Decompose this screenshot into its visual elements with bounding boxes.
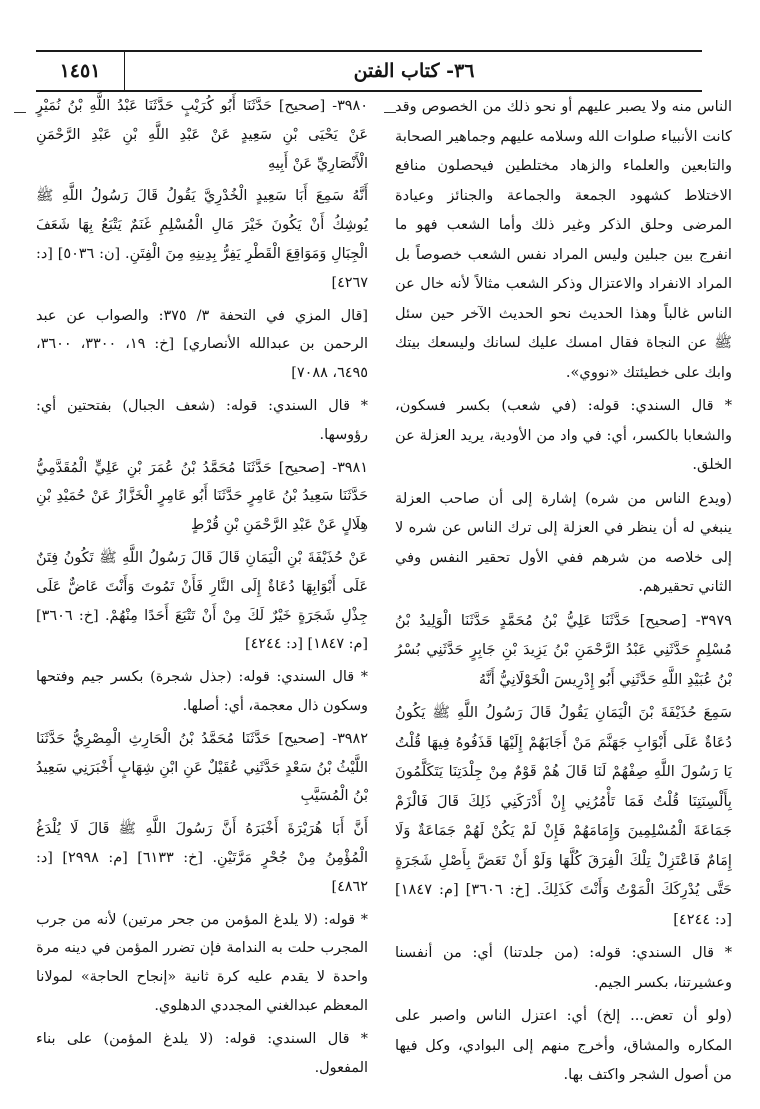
hadith-text: عَنْ حُذَيْفَةَ بْنِ الْيَمَانِ قَالَ قَالَ رَسُولُ اللَّهِ ﷺ تَكُونُ فِتَنٌ عَلَى أَبْوَابِهَا دُعَاةٌ إِلَى النَّارِ فَأَنْ تَمُوتَ وَأَنْتَ عَاضٌّ عَلَى جِذْلِ شَجَرَةٍ خَيْرٌ لَكَ مِنْ أَنْ تَتْبَعَ أَحَدًا مِنْهُمْ. [خ: ٣٦٠٦] [م: ١٨٤٧] [د: ٤٢٤٤] [36,549,368,653]
hadith-chain: ٣٩٧٩- [صحيح] حَدَّثَنَا عَلِيُّ بْنُ مُحَمَّدٍ حَدَّثَنَا الْوَلِيدُ بْنُ مُسْلِمٍ حَدَّثَنِي عَبْدُ الرَّحْمَنِ بْنُ يَزِيدَ بْنِ جَابِرٍ حَدَّثَنِي بُسْرُ بْنُ عُبَيْدِ اللَّهِ حَدَّثَنِي أَبُو إِدْرِيسَ الْخَوْلَانِيُّ أَنَّهُ [395,611,732,688]
hadith-text: سَمِعَ حُذَيْفَةَ بْنَ الْيَمَانِ يَقُولُ قَالَ رَسُولُ اللَّهِ ﷺ يَكُونُ دُعَاةٌ عَلَى أَبْوَابِ جَهَنَّمَ مَنْ أَجَابَهُمْ إِلَيْهَا قَذَفُوهُ فِيهَا قُلْتُ يَا رَسُولَ اللَّهِ صِفْهُمْ لَنَا قَالَ هُمْ قَوْمٌ مِنْ جِلْدَتِنَا يَتَكَلَّمُونَ بِأَلْسِنَتِنَا قُلْتُ فَمَا تَأْمُرُنِي إِنْ أَدْرَكَنِي ذَلِكَ قَالَ فَالْزَمْ جَمَاعَةَ الْمُسْلِمِينَ وَإِمَامَهُمْ فَإِنْ لَمْ يَكُنْ لَهُمْ جَمَاعَةٌ وَلَا إِمَامٌ فَاعْتَزِلْ تِلْكَ الْفِرَقَ كُلَّهَا وَلَوْ أَنْ تَعَضَّ بِأَصْلِ شَجَرَةٍ حَتَّى يُدْرِكَكَ الْمَوْتُ وَأَنْتَ كَذَلِكَ. [خ: ٣٦٠٦] [م: ١٨٤٧] [د: ٤٢٤٤] [395,704,732,928]
sindi-note: * قال السندي: قوله: (من جلدتنا) أي: من أنفسنا وعشيرتنا، بكسر الجيم. [395,944,732,991]
sindi-note: * قال السندي: قوله: (لا يلدغ المؤمن) على بناء المفعول. [36,1030,368,1076]
running-header [36,50,702,92]
margin-mark [14,112,26,113]
hadith-chain: ٣٩٨١- [صحيح] حَدَّثَنَا مُحَمَّدُ بْنُ عُمَرَ بْنِ عَلِيٍّ الْمُقَدَّمِيُّ حَدَّثَنَا سَعِيدُ بْنُ عَامِرٍ حَدَّثَنَا أَبُو عَامِرٍ الْخَزَّازُ عَنْ حُمَيْدِ بْنِ هِلَالٍ عَنْ عَبْدِ الرَّحْمَنِ بْنِ قُرْطٍ [36,459,368,534]
commentary-paragraph: * قوله: (لا يلدغ المؤمن من جحر مرتين) لأنه من جرب المجرب حلت به الندامة فإن تضرر المؤمن في دينه مرة واحدة لا يقدم عليه كرة ثانية «إنجاح الحاجة» لمولانا المعظم عبدالغني المجددي الدهلوي. [36,911,368,1014]
left-column [36,92,368,1084]
tahqiq-note: [قال المزي في التحفة ٣/ ٣٧٥: والصواب عن عبد الرحمن بن عبدالله الأنصاري] [خ: ١٩، ٣٣٠٠، ٣٦٠٠، ٦٤٩٥، ٧٠٨٨] [36,307,368,382]
right-column [395,92,732,1092]
hadith-chain: ٣٩٨٠- [صحيح] حَدَّثَنَا أَبُو كُرَيْبٍ حَدَّثَنَا عَبْدُ اللَّهِ بْنُ نُمَيْرٍ عَنْ يَحْيَى بْنِ سَعِيدٍ عَنْ عَبْدِ اللَّهِ بْنِ عَبْدِ الرَّحْمَنِ الْأَنْصَارِيِّ عَنْ أَبِيهِ [36,98,368,172]
hadith-chain: ٣٩٨٢- [صحيح] حَدَّثَنَا مُحَمَّدُ بْنُ الْحَارِثِ الْمِصْرِيُّ حَدَّثَنَا اللَّيْثُ بْنُ سَعْدٍ حَدَّثَنِي عُقَيْلٌ عَنِ ابْنِ شِهَابٍ أَخْبَرَنِي سَعِيدُ بْنُ الْمُسَيَّبِ [36,730,368,805]
sindi-note: * قال السندي: قوله: (شعف الجبال) بفتحتين أي: رؤوسها. [36,397,368,443]
sindi-note: * قال السندي: قوله: (في شعب) بكسر فسكون، والشعابا بالكسر، أي: في واد من الأودية، يريد العزلة عن الخلق. [395,397,732,473]
commentary-paragraph: الناس منه ولا يصبر عليهم أو نحو ذلك من الخصوص وقد كانت الأنبياء صلوات الله وسلامه عليهم وجماهير الصحابة والتابعين والعلماء والزهاد مختلطين فيحصلون منافع الاختلاط كشهود الجمعة والجماعة والجنائز وعيادة المرضى وحلق الذكر وغير ذلك وأما الشعب فهو ما انفرج بين جبلين وليس المراد نفس الشعب خصوصاً بل المراد الانفراد والاعتزال وذكر الشعب مثالاً لأنه خال عن الناس غالباً وهذا الحديث نحو الحديث الآخر حين سئل ﷺ عن النجاة فقال امسك عليك لسانك وليسعك بيتك وابك على خطيئتك «نووي». [395,98,732,381]
book-title: ٣٦- كتاب الفتن [353,60,475,82]
page-number: ١٤٥١ [36,52,125,90]
sindi-note: * قال السندي: قوله: (جذل شجرة) بكسر جيم وفتحها وسكون ذال معجمة، أي: أصلها. [36,669,368,714]
hadith-text: أَنَّ أَبَا هُرَيْرَةَ أَخْبَرَهُ أَنَّ رَسُولَ اللَّهِ ﷺ قَالَ لَا يُلْدَغُ الْمُؤْمِنُ مِنْ جُحْرٍ مَرَّتَيْنِ. [خ: ٦١٣٣] [م: ٢٩٩٨] [د: ٤٨٦٢] [36,821,368,895]
commentary-paragraph: (ولو أن تعض... إلخ) أي: اعتزل الناس واصبر على المكاره والمشاق، وأخرج منهم إلى البوادي، وكل فيها من أصول الشجر واكتف بها. [395,1007,732,1083]
commentary-paragraph: (ويدع الناس من شره) إشارة إلى أن صاحب العزلة ينبغي له أن ينظر في العزلة إلى ترك الناس عن شره لا إلى خلاصه من شرهم ففي الأول تحقير النفس وفي الثاني تحقيرهم. [395,489,732,595]
hadith-text: أَنَّهُ سَمِعَ أَبَا سَعِيدٍ الْخُدْرِيَّ يَقُولُ قَالَ رَسُولُ اللَّهِ ﷺ يُوشِكُ أَنْ يَكُونَ خَيْرَ مَالِ الْمُسْلِمِ غَنَمٌ يَتْبَعُ بِهَا شَعَفَ الْجِبَالِ وَمَوَاقِعَ الْقَطْرِ يَفِرُّ بِدِينِهِ مِنَ الْفِتَنِ. [ن: ٥٠٣٦] [د: ٤٢٦٧] [36,188,369,291]
